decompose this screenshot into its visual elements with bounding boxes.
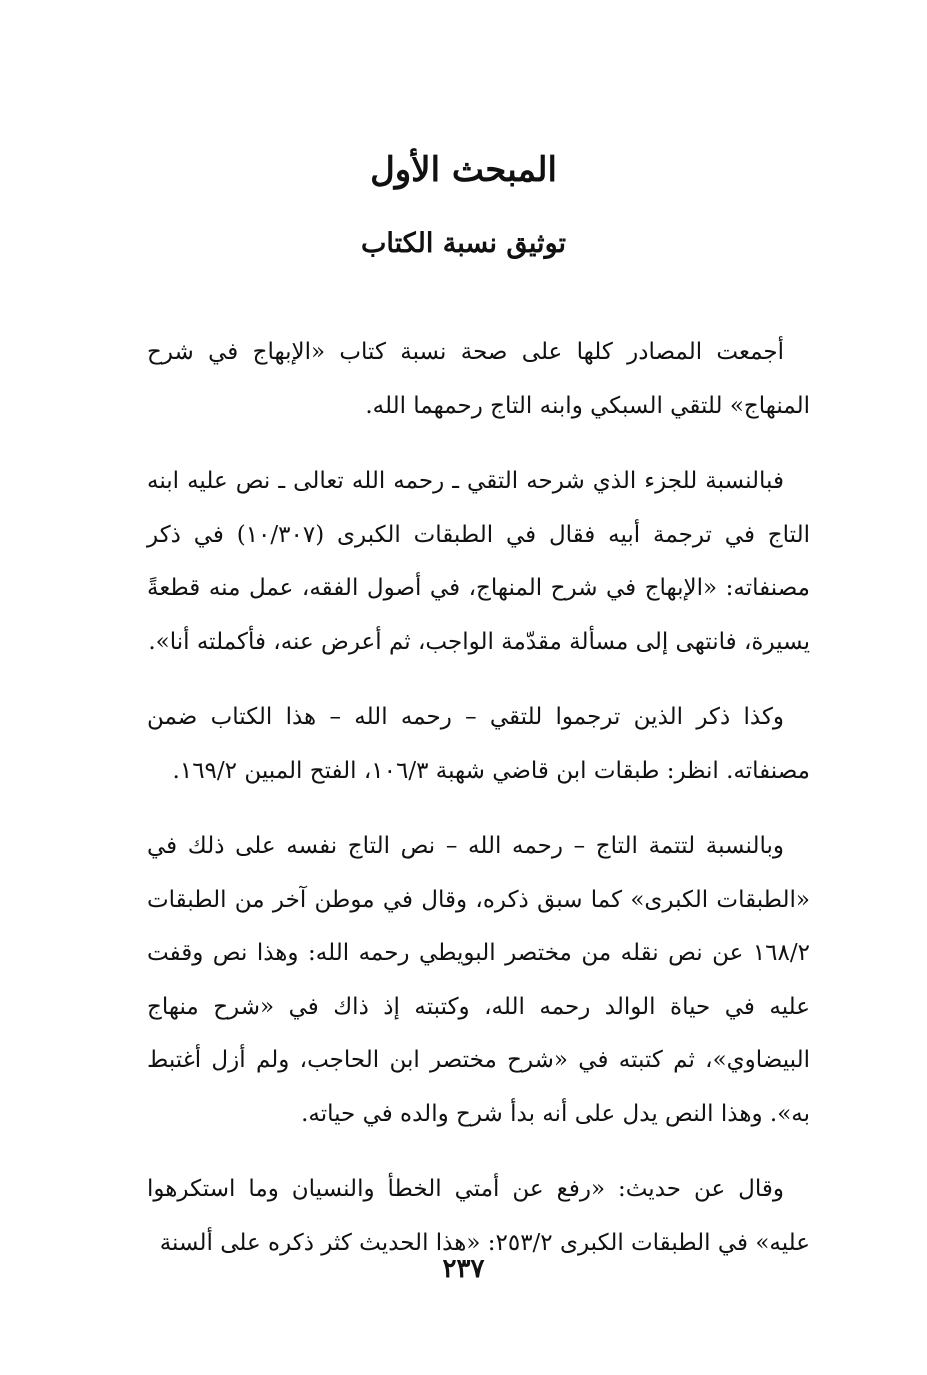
chapter-title: المبحث الأول (370, 150, 557, 190)
section-title: توثيق نسبة الكتاب (360, 228, 567, 259)
paragraph-3: وكذا ذكر الذين ترجموا للتقي – رحمه الله – هذا الكتاب ضمن مصنفاته. انظر: طبقات ابن قاضي شهبة ١٠٦/٣، الفتح المبين ١٦٩/٢. (147, 704, 810, 784)
paragraph-5: وقال عن حديث: «رفع عن أمتي الخطأ والنسيان وما استكرهوا عليه» في الطبقات الكبرى ٢٥٣/٢: «هذا الحديث كثر ذكره على ألسنة (147, 1176, 810, 1256)
page-number: ٢٣٧ (442, 1254, 485, 1284)
paragraph-1: أجمعت المصادر كلها على صحة نسبة كتاب «الإبهاج في شرح المنهاج» للتقي السبكي وابنه التاج رحمهما الله. (147, 339, 810, 419)
paragraph-2: فبالنسبة للجزء الذي شرحه التقي ـ رحمه الله تعالى ـ نص عليه ابنه التاج في ترجمة أبيه فقال في الطبقات الكبرى (١٠/٣٠٧) في ذكر مصنفاته: «الإبهاج في شرح المنهاج، في أصول الفقه، عمل منه قطعةً يسيرة، فانتهى إلى مسألة مقدّمة الواجب، ثم أعرض عنه، فأكملته أنا». (147, 468, 810, 655)
body-text (147, 326, 810, 1292)
paragraph-4: وبالنسبة لتتمة التاج – رحمه الله – نص التاج نفسه على ذلك في «الطبقات الكبرى» كما سبق ذكره، وقال في موطن آخر من الطبقات ١٦٨/٢ عن نص نقله من مختصر البويطي رحمه الله: وهذا نص وقفت عليه في حياة الوالد رحمه الله، وكتبته إذ ذاك في «شرح منهاج البيضاوي»، ثم كتبته في «شرح مختصر ابن الحاجب، ولم أزل أغتبط به». وهذا النص يدل على أنه بدأ شرح والده في حياته. (147, 833, 810, 1127)
